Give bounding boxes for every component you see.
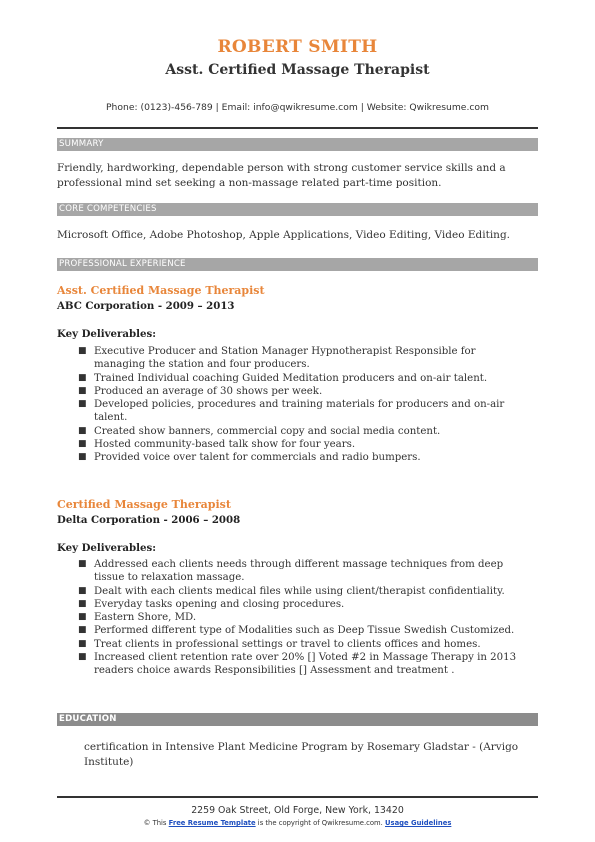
deliverables-label: Key Deliverables: bbox=[57, 328, 156, 340]
bullet-icon: ■ bbox=[78, 346, 87, 356]
bullet-icon: ■ bbox=[78, 638, 87, 649]
bullet-icon: ■ bbox=[78, 439, 87, 450]
bullet-icon: ■ bbox=[78, 425, 87, 436]
section-summary-heading: SUMMARY bbox=[57, 138, 538, 151]
bullet-icon: ■ bbox=[78, 598, 87, 609]
bullet-icon: ■ bbox=[78, 559, 87, 569]
summary-text: Friendly, hardworking, dependable person with strong customer service skills and a professional mind set seeking a non-massage related part-time position. bbox=[57, 162, 506, 189]
competencies-text: Microsoft Office, Adobe Photoshop, Apple Applications, Video Editing, Video Editing. bbox=[57, 229, 511, 241]
list-item: ■ Performed different type of Modalities such as Deep Tissue Swedish Customized. bbox=[78, 625, 515, 637]
candidate-title: Asst. Certified Massage Therapist bbox=[165, 62, 430, 78]
bullet-icon: ■ bbox=[78, 372, 87, 383]
bullet-icon: ■ bbox=[78, 399, 87, 410]
footer-address: 2259 Oak Street, Old Forge, New York, 13420 bbox=[191, 805, 404, 816]
job-title: Asst. Certified Massage Therapist bbox=[57, 284, 265, 297]
list-item: ■ Hosted community-based talk show for four years. bbox=[78, 439, 356, 451]
candidate-name: ROBERT SMITH bbox=[217, 37, 378, 57]
list-item: ■ Everyday tasks opening and closing procedures. bbox=[78, 598, 345, 610]
list-item: ■ Eastern Shore, MD. bbox=[78, 612, 197, 624]
footer-copyright: © This Free Resume Template is the copyright of Qwikresume.com. Usage Guidelines bbox=[143, 819, 452, 827]
job-company: Delta Corporation - 2006 – 2008 bbox=[57, 514, 241, 526]
education-text: certification in Intensive Plant Medicine Program by Rosemary Gladstar - (Arvigo Institute) bbox=[84, 741, 519, 768]
deliverables-list bbox=[57, 345, 527, 465]
section-competencies-heading: CORE COMPETENCIES bbox=[57, 203, 538, 216]
list-item: ■ Increased client retention rate over 20% [] Voted #2 in Massage Therapy in 2013 readers choice awards Responsibilities [] Assessment and treatment . bbox=[78, 652, 517, 677]
list-item: ■ Trained Individual coaching Guided Meditation producers and on-air talent. bbox=[78, 372, 488, 384]
list-item: ■ Dealt with each clients medical files while using client/therapist confidentiality. bbox=[78, 585, 505, 597]
free-resume-template-link[interactable]: Free Resume Template bbox=[168, 819, 256, 827]
bullet-icon: ■ bbox=[78, 585, 87, 596]
job-title: Certified Massage Therapist bbox=[57, 498, 231, 511]
deliverables-list bbox=[57, 558, 527, 678]
bullet-icon: ■ bbox=[78, 452, 87, 463]
list-item: ■ Produced an average of 30 shows per week. bbox=[78, 385, 323, 397]
section-experience-heading: PROFESSIONAL EXPERIENCE bbox=[57, 258, 538, 271]
header-divider bbox=[57, 127, 538, 129]
list-item: ■ Developed policies, procedures and training materials for producers and on-air talent. bbox=[78, 399, 505, 424]
list-item: ■ Executive Producer and Station Manager Hypnotherapist Responsible for managing the station and four producers. bbox=[78, 346, 476, 371]
job-company: ABC Corporation - 2009 – 2013 bbox=[57, 300, 235, 312]
bullet-icon: ■ bbox=[78, 652, 87, 663]
list-item: ■ Provided voice over talent for commercials and radio bumpers. bbox=[78, 452, 421, 464]
usage-guidelines-link[interactable]: Usage Guidelines bbox=[385, 819, 452, 827]
bullet-icon: ■ bbox=[78, 612, 87, 623]
list-item: ■ Addressed each clients needs through different massage techniques from deep tissue to relaxation massage. bbox=[78, 559, 504, 584]
bullet-icon: ■ bbox=[78, 385, 87, 396]
section-education-heading: EDUCATION bbox=[57, 713, 538, 726]
deliverables-label: Key Deliverables: bbox=[57, 542, 156, 554]
list-item: ■ Treat clients in professional settings or travel to clients offices and homes. bbox=[78, 638, 481, 650]
list-item: ■ Created show banners, commercial copy and social media content. bbox=[78, 425, 441, 437]
footer-divider bbox=[57, 796, 538, 798]
contact-line: Phone: (0123)-456-789 | Email: info@qwikresume.com | Website: Qwikresume.com bbox=[106, 102, 489, 113]
bullet-icon: ■ bbox=[78, 625, 87, 636]
